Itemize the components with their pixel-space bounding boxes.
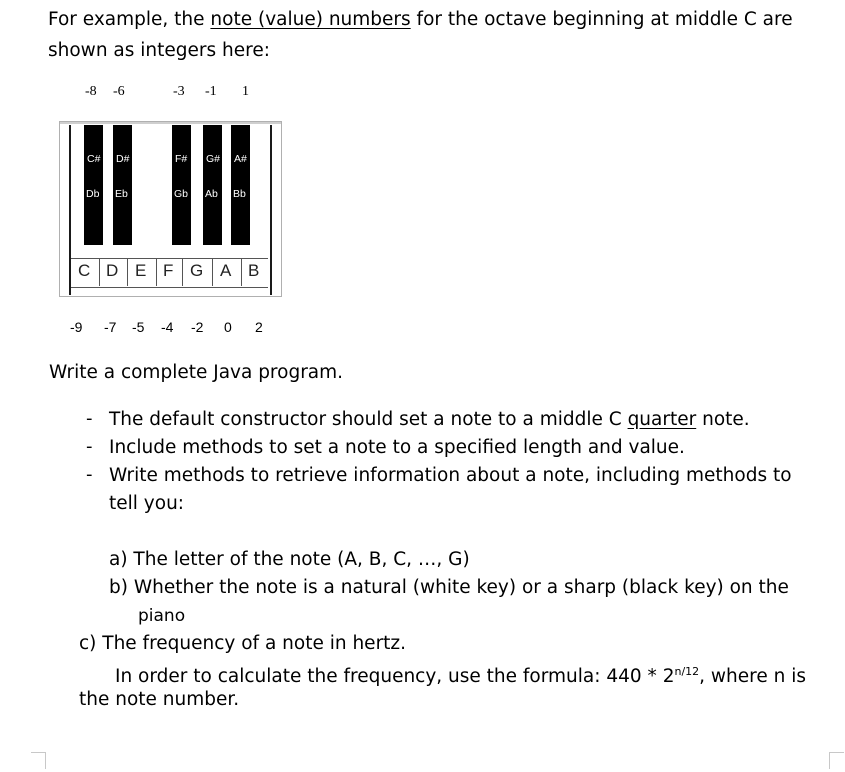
program-heading: Write a complete Java program. — [49, 362, 344, 383]
white-key-label: C — [78, 261, 91, 280]
black-key-flat-label: Eb — [115, 188, 128, 200]
black-key-flat-label: Gb — [174, 188, 189, 200]
black-key — [203, 125, 222, 245]
note-number: -6 — [113, 84, 125, 99]
black-key-sharp-label: G# — [206, 153, 221, 165]
list-item-b-line2: piano — [138, 606, 186, 626]
top-note-numbers — [0, 84, 845, 102]
black-key-sharp-label: A# — [234, 153, 247, 165]
note-number: -2 — [191, 319, 204, 335]
bullet-dash: - — [86, 436, 93, 457]
black-key — [113, 125, 132, 245]
note-number: -8 — [85, 84, 97, 99]
list-item-c: c) The frequency of a note in hertz. — [79, 633, 407, 654]
intro-paragraph — [48, 4, 818, 66]
page-corner-mark — [829, 752, 844, 769]
note-value-numbers-link[interactable]: note (value) numbers — [210, 9, 411, 30]
bullet-item-set-methods: Include methods to set a note to a specified length and value. — [109, 437, 685, 458]
note-number: 0 — [224, 319, 232, 335]
intro-text-end: for the octave beginning at middle C are shown as integers here: — [48, 9, 793, 61]
white-key-label: G — [190, 261, 204, 280]
quarter-link[interactable]: quarter — [627, 409, 697, 430]
white-key-label: B — [248, 261, 260, 280]
note-number: 1 — [242, 84, 249, 99]
list-item-a: a) The letter of the note (A, B, C, …, G) — [109, 549, 470, 570]
bullet-item-constructor — [109, 406, 750, 434]
bottom-note-numbers — [0, 319, 845, 337]
black-key-sharp-label: D# — [116, 153, 130, 165]
black-key — [231, 125, 250, 245]
bullet-text: note. — [696, 409, 750, 430]
note-number: -4 — [161, 319, 174, 335]
bullet-item-retrieve-line1: Write methods to retrieve information about a note, including methods to — [109, 465, 792, 486]
black-key — [84, 125, 103, 245]
note-number: -1 — [205, 84, 217, 99]
formula-text-end: , where n is — [699, 666, 807, 688]
note-number: 2 — [255, 319, 263, 335]
bullet-item-retrieve-line2: tell you: — [109, 493, 185, 514]
black-key-flat-label: Ab — [205, 188, 218, 200]
black-key-sharp-label: C# — [87, 153, 101, 165]
bullet-text: The default constructor should set a note to a middle C — [109, 409, 628, 430]
bullet-dash: - — [86, 464, 93, 485]
white-key-label: A — [220, 261, 232, 280]
note-number: -3 — [173, 84, 185, 99]
black-key — [172, 125, 191, 245]
note-number: -9 — [70, 319, 83, 335]
formula-last-line: the note number. — [79, 689, 240, 710]
piano-keyboard-image — [59, 121, 282, 297]
black-key-flat-label: Db — [86, 188, 100, 200]
black-key-sharp-label: F# — [175, 153, 188, 165]
note-number: -7 — [104, 319, 117, 335]
white-key-label: D — [106, 261, 119, 280]
formula-exponent: n/12 — [674, 665, 700, 678]
bullet-dash: - — [86, 408, 93, 429]
white-key-label: E — [135, 261, 147, 280]
intro-text-start: For example, the — [48, 9, 211, 30]
list-item-b-line1: b) Whether the note is a natural (white key) or a sharp (black key) on the — [109, 577, 789, 598]
black-key-flat-label: Bb — [233, 188, 246, 200]
white-key-label: F — [163, 261, 174, 280]
formula-text: In order to calculate the frequency, use the formula: 440 * 2 — [115, 666, 675, 688]
note-number: -5 — [132, 319, 145, 335]
page-corner-mark — [31, 752, 46, 769]
